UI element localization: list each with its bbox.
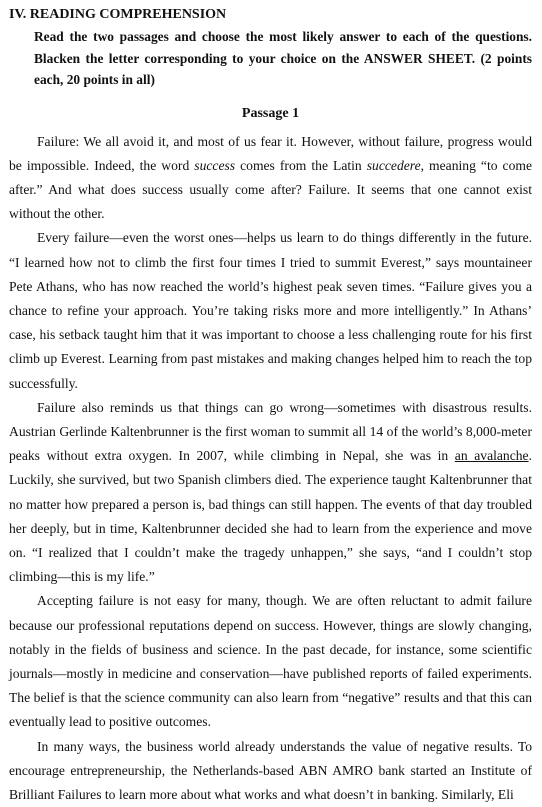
passage-title: Passage 1 (241, 105, 300, 121)
paragraph-2: Every failure—even the worst ones—helps us learn to do things differently in the future. “I learned how not to climb the first four times I tried to summit Everest,” says mountaineer Pete Athans, who has now reached the world’s highest peak seven times. “Failure gives you a chance to refine your approach. You’re taking risks more and more intelligently.” In Athans’ case, his setback taught him that it was important to choose a less challenging route for his first climb up Everest. Learning from past mistakes and making changes helped him to reach the top successfully. (9, 230, 532, 391)
paragraph-1-text-c: comes from the Latin (235, 157, 367, 173)
section-instructions: Read the two passages and choose the most likely answer to each of the questions. Blacken the letter corresponding to your choice on the ANSWER SHEET. (2 points each, 20 points in all) (34, 29, 532, 87)
italic-word-succedere: succedere (366, 157, 421, 173)
paragraph-1-text-a: Failure: We all avoid it, and most of us fear it. However, without failure, progress would be impossible. Indeed, the word (9, 133, 532, 173)
paragraph-4: Accepting failure is not easy for many, though. We are often reluctant to admit failure because our professional reputations depend on success. However, things are slowly changing, notably in the fields of business and science. In the past decade, for instance, some scientific journals—mostly in medicine and conservation—have published reports of failed experiments. The belief is that the science community can also learn from “negative” results and that this can eventually lead to positive outcomes. (9, 593, 532, 730)
italic-word-success: success (194, 157, 236, 173)
paragraph-3-text-a: Failure also reminds us that things can go wrong—sometimes with disastrous results. Austrian Gerlinde Kaltenbrunner is the first woman to summit all 14 of the world’s 8,000-meter peaks without extra oxygen. In 2007, while climbing in Nepal, she was in (9, 399, 532, 464)
paragraph-1-text-e: , meaning “to come after.” And what does success usually come after? Failure. It seems that one cannot exist without the other. (9, 157, 532, 222)
paragraph-3-text-c: . Luckily, she survived, but two Spanish climbers died. The experience taught Kaltenbrunner that no matter how prepared a person is, bad things can still happen. The events of that day troubled her deeply, but in time, Kaltenbrunner decided she had to learn from the experience and move on. “I realized that I couldn’t make the tragedy unhappen,” she says, “and I couldn’t stop climbing—this is my life.” (9, 448, 532, 585)
underlined-phrase-avalanche: an avalanche (454, 448, 529, 464)
paragraph-1 (9, 130, 532, 227)
paragraph-5: In many ways, the business world already understands the value of negative results. To encourage entrepreneurship, the Netherlands-based ABN AMRO bank started an Institute of Brilliant Failures to learn more about what works and what doesn’t in banking. Similarly, Eli (9, 738, 532, 802)
section-title: IV. READING COMPREHENSION (9, 7, 227, 22)
paragraph-3 (9, 396, 532, 590)
